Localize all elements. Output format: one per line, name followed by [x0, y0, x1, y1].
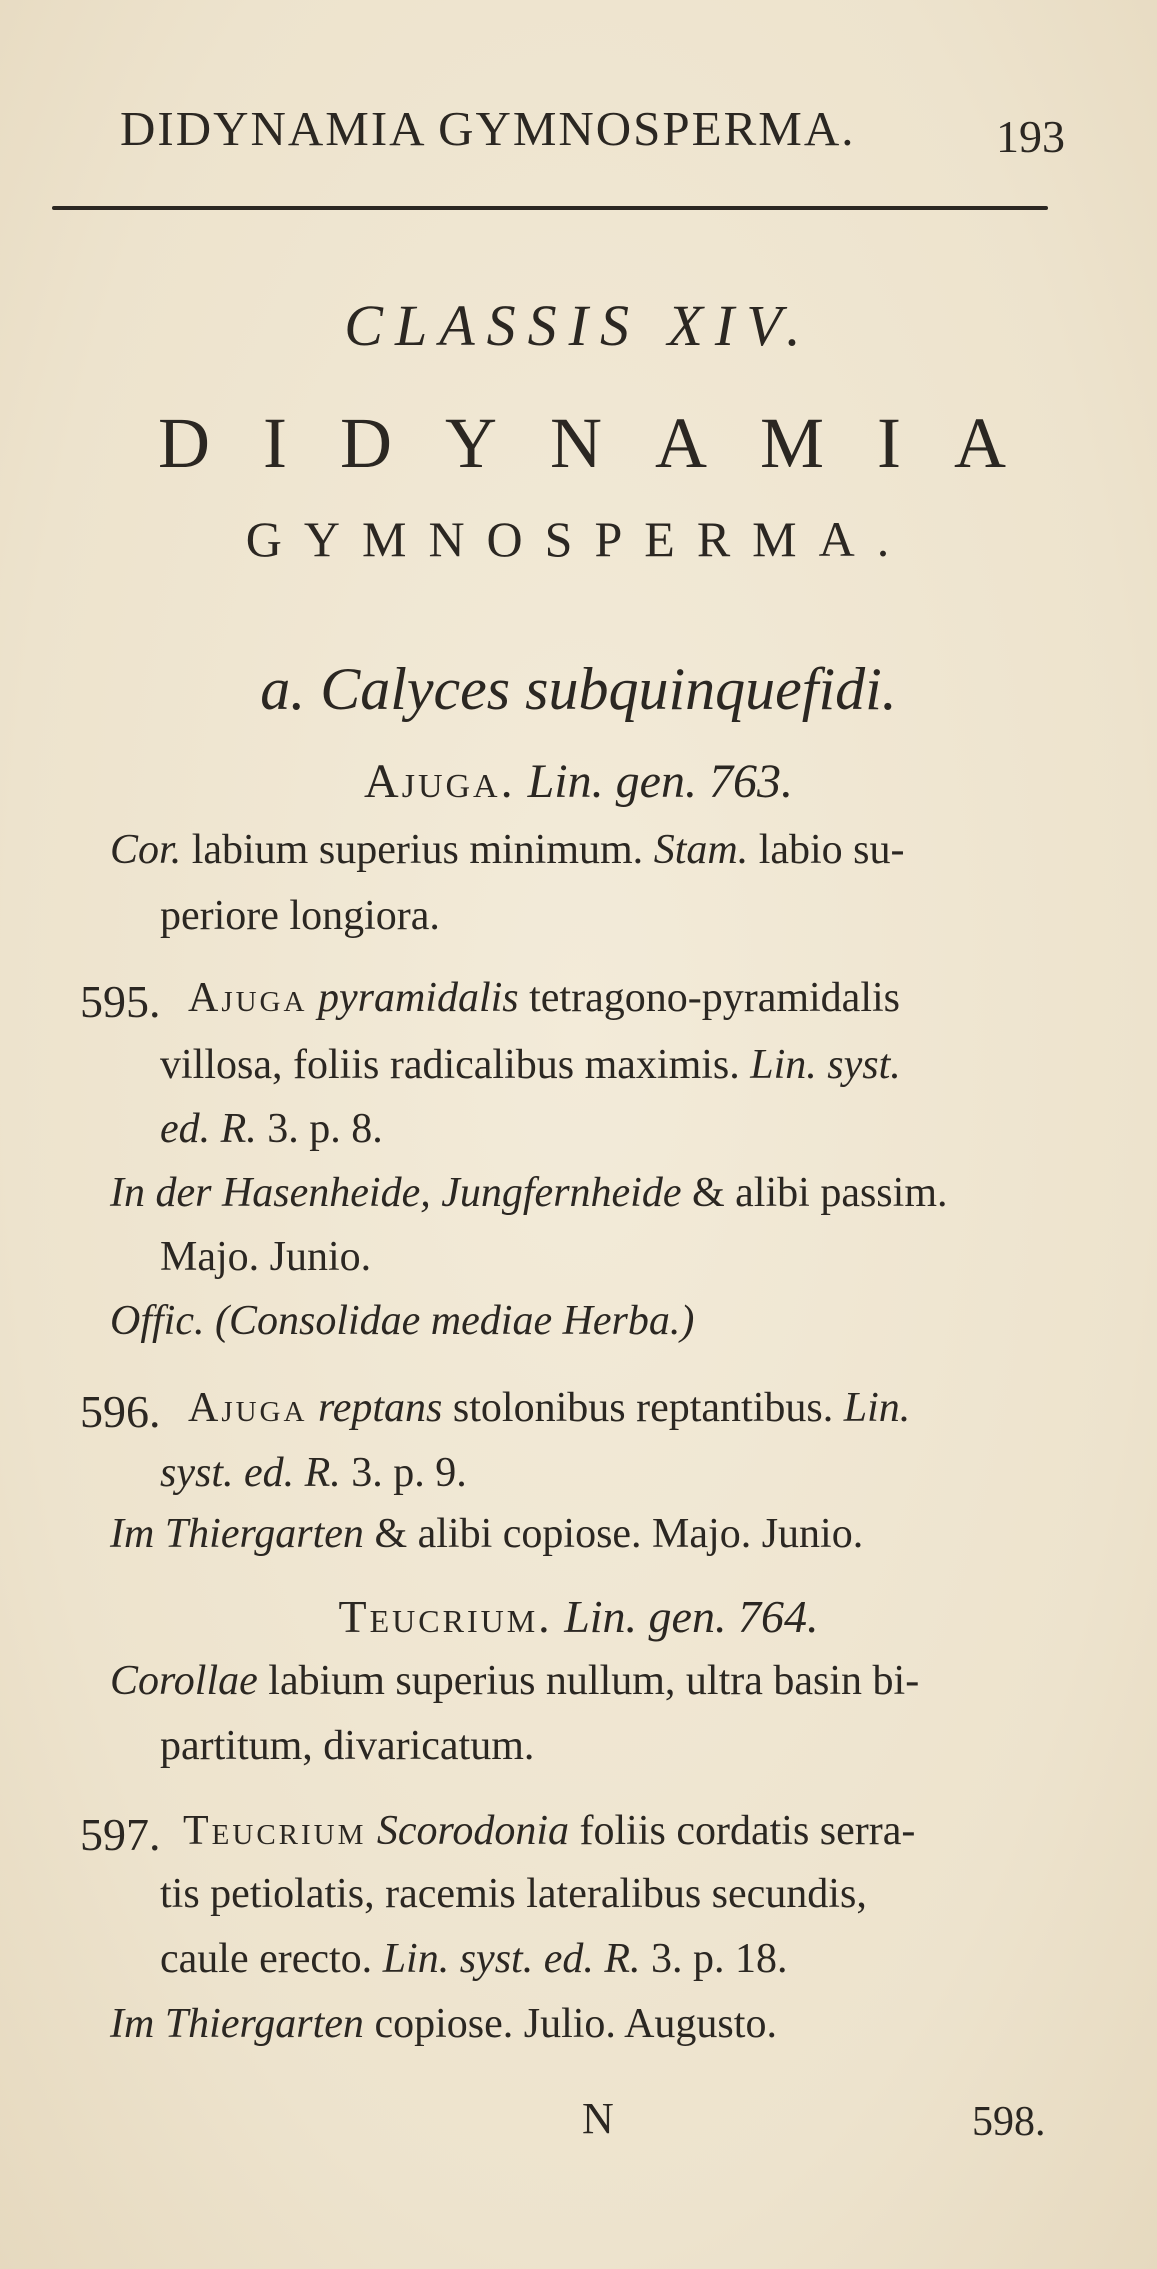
signature-mark: N: [582, 2094, 614, 2143]
page-number: 193: [996, 111, 1065, 162]
genus-name: Teucrium.: [338, 1591, 553, 1642]
entry-reference: ed. R.: [160, 1106, 257, 1152]
locality-names: In der Hasenheide, Jungfernheide: [110, 1170, 682, 1216]
entry-species: reptans: [307, 1385, 443, 1431]
entry-page-ref: 3. p. 9.: [340, 1450, 467, 1496]
teucrium-character-line-2: partitum, divaricatum.: [160, 1723, 535, 1769]
entry-page-ref: 3. p. 8.: [256, 1106, 383, 1152]
genus-heading-teucrium: [0, 1590, 1157, 1643]
genus-heading-ajuga: [0, 754, 1157, 809]
entry-595-locality: [110, 1172, 948, 1214]
character-text-2: labio su-: [748, 827, 905, 873]
entry-text: foliis cordatis serra-: [569, 1808, 916, 1854]
character-text: labium superius nullum, ultra basin bi-: [257, 1658, 920, 1704]
entry-genus: Ajuga: [188, 1385, 308, 1431]
entry-species: Scorodonia: [366, 1808, 569, 1854]
entry-number-596: 596.: [80, 1386, 161, 1437]
catchword: 598.: [972, 2099, 1046, 2145]
entry-text: villosa, foliis radicalibus maximis.: [160, 1042, 751, 1088]
entry-595-flowering: Majo. Junio.: [160, 1234, 372, 1280]
entry-genus: Teucrium: [183, 1808, 367, 1854]
entry-595-officinal: Offic. (Consolidae mediae Herba.): [110, 1298, 695, 1344]
running-title: DIDYNAMIA GYMNOSPERMA.: [120, 101, 856, 156]
character-text: labium superius minimum.: [181, 827, 644, 873]
character-label: Corollae: [110, 1658, 258, 1704]
locality-text: & alibi copiose. Majo. Junio.: [363, 1511, 864, 1557]
entry-reference: syst. ed. R.: [160, 1450, 341, 1496]
entry-595-line-2: [160, 1044, 901, 1086]
locality-names: Im Thiergarten: [110, 2001, 364, 2047]
locality-text: & alibi passim.: [681, 1170, 948, 1216]
entry-reference: Lin. syst.: [750, 1042, 901, 1088]
character-label: Cor.: [110, 827, 182, 873]
entry-596-line-2: [160, 1452, 467, 1494]
entry-596-line-1: [188, 1387, 910, 1429]
teucrium-character-line-1: [110, 1660, 919, 1702]
entry-596-locality: [110, 1513, 863, 1555]
order-name-heading: GYMNOSPERMA.: [245, 511, 912, 567]
entry-text: caule erecto.: [160, 1936, 383, 1982]
classis-heading: CLASSIS XIV.: [344, 293, 813, 358]
entry-reference: Lin. syst. ed. R.: [382, 1936, 641, 1982]
genus-reference: Lin. gen. 764.: [564, 1591, 819, 1642]
locality-names: Im Thiergarten: [110, 1511, 364, 1557]
entry-597-line-1: [183, 1810, 915, 1852]
locality-text: copiose. Julio. Augusto.: [363, 2001, 777, 2047]
genus-name: Ajuga.: [364, 755, 516, 808]
entry-number-595: 595.: [80, 976, 161, 1027]
class-name-heading: DIDYNAMIA: [158, 403, 1059, 483]
running-head: [120, 100, 1065, 170]
subsection-heading: a. Calyces subquinquefidi.: [260, 656, 897, 722]
entry-text: stolonibus reptantibus.: [442, 1385, 844, 1431]
header-rule: [52, 206, 1048, 210]
entry-597-line-3: [160, 1938, 788, 1980]
entry-text: tetragono-pyramidalis: [518, 975, 901, 1021]
character-label-2: Stam.: [643, 827, 749, 873]
entry-genus: Ajuga: [188, 975, 308, 1021]
entry-597-line-2: tis petiolatis, racemis lateralibus secundis,: [160, 1871, 867, 1917]
entry-595-line-3: [160, 1108, 383, 1150]
ajuga-character-line-2: periore longiora.: [160, 893, 440, 939]
entry-reference: Lin.: [843, 1385, 911, 1431]
entry-species: pyramidalis: [307, 975, 519, 1021]
entry-number-597: 597.: [80, 1809, 161, 1860]
entry-597-locality: [110, 2003, 777, 2045]
entry-595-line-1: [188, 977, 900, 1019]
genus-reference: Lin. gen. 763.: [527, 755, 793, 808]
entry-page-ref: 3. p. 18.: [640, 1936, 788, 1982]
ajuga-character-line-1: [110, 829, 905, 871]
